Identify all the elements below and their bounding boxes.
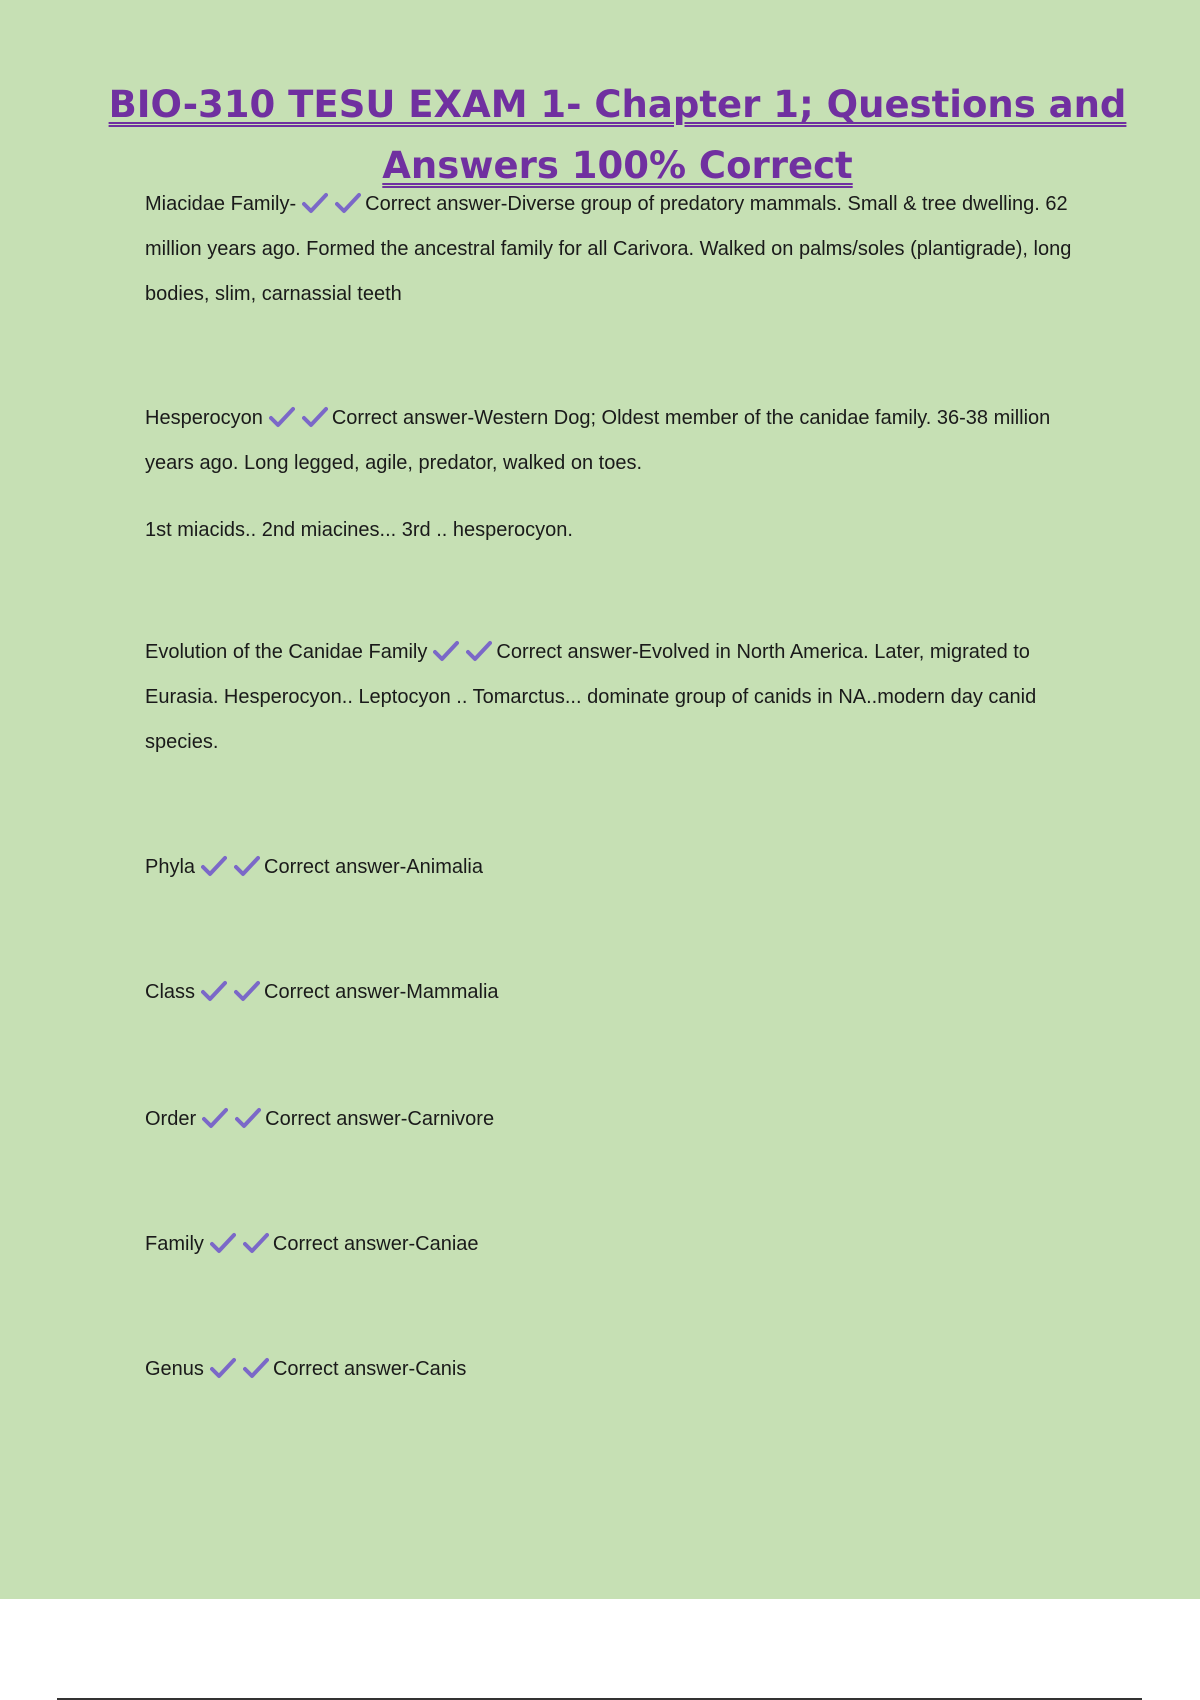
check-marks: [201, 980, 260, 1002]
checkmark-icon: [234, 855, 260, 877]
qa-term: Class: [145, 981, 196, 1003]
checkmark-icon: [269, 406, 295, 428]
checkmark-icon: [243, 1357, 269, 1379]
checkmark-icon: [302, 406, 328, 428]
qa-entry: [145, 396, 1080, 486]
qa-entry: [145, 630, 1080, 765]
qa-term: Miacidae Family-: [145, 193, 297, 215]
check-marks: [269, 406, 328, 428]
checkmark-icon: [466, 640, 492, 662]
checkmark-icon: [335, 192, 361, 214]
checkmark-icon: [210, 1232, 236, 1254]
checkmark-icon: [201, 855, 227, 877]
qa-entry: [145, 1097, 1080, 1142]
qa-entry: [145, 845, 1080, 890]
qa-term: Hesperocyon: [145, 407, 263, 429]
checkmark-icon: [433, 640, 459, 662]
checkmark-icon: [210, 1357, 236, 1379]
check-marks: [302, 192, 361, 214]
check-marks: [210, 1357, 269, 1379]
qa-term: Order: [145, 1108, 197, 1130]
qa-term: Evolution of the Canidae Family: [145, 641, 428, 663]
qa-answer: Correct answer-Diverse group of predatory mammals. Small & tree dwelling. 62 million years ago. Formed the ancestral family for all Carivora. Walked on palms/soles (plantigrade), long bodies, slim, carnassial teeth: [145, 193, 1072, 305]
qa-answer: Correct answer-Carnivore: [265, 1108, 495, 1130]
qa-answer: Correct answer-Evolved in North America. Later, migrated to Eurasia. Hesperocyon.. Leptocyon .. Tomarctus... dominate group of canids in NA..modern day canid species.: [145, 641, 1037, 753]
checkmark-icon: [201, 980, 227, 1002]
qa-term: Family: [145, 1233, 204, 1255]
check-marks: [210, 1232, 269, 1254]
check-marks: [201, 855, 260, 877]
qa-term: Phyla: [145, 856, 196, 878]
checkmark-icon: [235, 1107, 261, 1129]
qa-entry: [145, 1222, 1080, 1267]
qa-answer: Correct answer-Mammalia: [264, 981, 499, 1003]
qa-term: Genus: [145, 1358, 204, 1380]
qa-note: 1st miacids.. 2nd miacines... 3rd .. hesperocyon.: [145, 519, 573, 541]
check-marks: [202, 1107, 261, 1129]
qa-entry: [145, 182, 1080, 317]
qa-answer: Correct answer-Caniae: [272, 1233, 479, 1255]
qa-entry: [145, 1347, 1080, 1392]
qa-entry: [145, 970, 1080, 1015]
document-title: BIO-310 TESU EXAM 1- Chapter 1; Questions and Answers 100% Correct: [108, 83, 1127, 187]
qa-answer: Correct answer-Western Dog; Oldest member of the canidae family. 36-38 million years ago. Long legged, agile, predator, walked on toes.: [145, 407, 1051, 474]
qa-answer: Correct answer-Animalia: [264, 856, 483, 878]
check-marks: [433, 640, 492, 662]
checkmark-icon: [302, 192, 328, 214]
qa-answer: Correct answer-Canis: [272, 1358, 467, 1380]
checkmark-icon: [243, 1232, 269, 1254]
checkmark-icon: [234, 980, 260, 1002]
checkmark-icon: [202, 1107, 228, 1129]
